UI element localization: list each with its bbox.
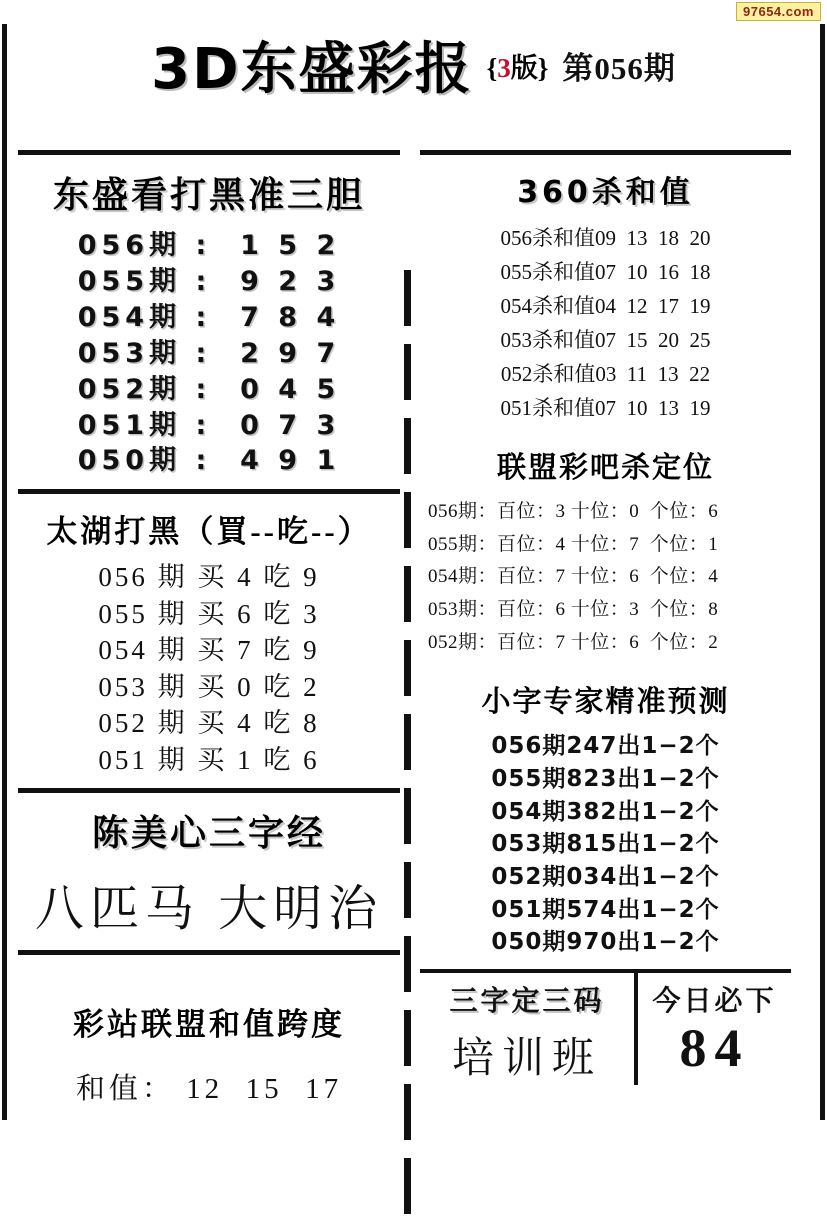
list-item: 051 期 买 1 吃 6 — [98, 744, 320, 775]
list-item: 053杀和值07 15 20 25 — [500, 328, 711, 353]
list-item: 053期815出1−2个 — [491, 831, 720, 858]
sheet — [0, 120, 827, 1107]
edition-badge — [487, 46, 549, 85]
bottom-boxes — [420, 969, 791, 1085]
list-item: 052 期 买 4 吃 8 — [98, 708, 320, 739]
edition-close-brace: 版} — [510, 52, 549, 83]
list-item: 050期 : 4 9 1 — [77, 445, 341, 477]
section-xiaozi-yuce — [420, 679, 791, 959]
list-item: 056期 : 1 5 2 — [77, 230, 341, 261]
list-item: 055期 : 9 2 3 — [77, 265, 341, 297]
edition-open-brace: { — [486, 52, 498, 83]
section-taihu — [18, 506, 400, 778]
left-rule-3 — [18, 950, 400, 955]
list-item: 053期 : 2 9 7 — [77, 337, 341, 369]
sanzijing-text: 八匹马 大明治 — [34, 880, 384, 936]
bottom-box-left — [420, 973, 638, 1085]
bottom-left-heading: 三字定三码 — [449, 984, 605, 1018]
watermark: 97654.com — [736, 2, 821, 21]
list-item: 055期823出1−2个 — [491, 766, 720, 793]
bottom-right-number: 84 — [679, 1018, 750, 1079]
left-rule-top — [18, 150, 400, 155]
right-spacer-2 — [420, 659, 791, 673]
list-item: 051期 : 0 7 3 — [77, 409, 341, 441]
list-item: 054杀和值04 12 17 19 — [500, 294, 711, 319]
list-item: 051杀和值07 10 13 19 — [500, 396, 711, 421]
list-item: 056杀和值09 13 18 20 — [500, 226, 711, 250]
column-divider — [404, 270, 411, 1230]
section-hezhi-title: 彩站联盟和值跨度 — [73, 1006, 345, 1042]
list-item: 052期 : 0 4 5 — [77, 373, 341, 405]
section-360-shahezhi — [420, 167, 791, 425]
list-item: 056期247出1−2个 — [491, 733, 720, 760]
bottom-left-body: 培训班 — [451, 1036, 602, 1083]
section-lianmeng-shadingwei — [420, 445, 791, 659]
right-rule-top — [420, 150, 791, 155]
left-rule-1 — [18, 489, 400, 494]
list-item: 055杀和值07 10 16 18 — [500, 260, 711, 285]
list-item: 054 期 买 7 吃 9 — [98, 635, 320, 666]
list-item: 055 期 买 6 吃 3 — [98, 598, 320, 629]
list-item: 051期574出1−2个 — [491, 896, 720, 923]
list-item: 053期：百位：6 十位：3 个位：8 — [428, 599, 719, 621]
edition-number: 3 — [497, 52, 511, 83]
bottom-right-heading: 今日必下 — [652, 986, 777, 1018]
list-item: 053 期 买 0 吃 2 — [98, 671, 320, 702]
section-360-title: 360杀和值 — [517, 175, 694, 210]
section-hezhi-kuadu — [18, 999, 400, 1107]
issue-label: 第056期 — [562, 50, 676, 86]
section-lianmeng-title: 联盟彩吧杀定位 — [496, 452, 714, 485]
list-item: 055期：百位：4 十位：7 个位：1 — [428, 533, 719, 555]
section-sanzijing — [18, 805, 400, 940]
section-sanzijing-title: 陈美心三字经 — [91, 812, 326, 854]
left-column — [18, 140, 400, 1107]
hezhi-values: 和值： 12 15 17 — [75, 1072, 343, 1105]
list-item: 052期034出1−2个 — [491, 864, 720, 891]
section-dansan-title: 东盛看打黑准三胆 — [52, 175, 365, 216]
list-item: 050期970出1−2个 — [491, 929, 720, 956]
list-item: 054期 : 7 8 4 — [77, 301, 341, 333]
list-item: 052杀和值03 11 13 22 — [500, 362, 711, 387]
right-column — [400, 140, 791, 1107]
section-xiaozi-title: 小字专家精准预测 — [481, 686, 730, 719]
right-spacer-1 — [420, 425, 791, 439]
list-item: 056 期 买 4 吃 9 — [98, 562, 320, 593]
section-dansan — [18, 167, 400, 479]
list-item: 054期：百位：7 十位：6 个位：4 — [428, 566, 719, 588]
list-item: 052期：百位：7 十位：6 个位：2 — [428, 631, 719, 653]
section-taihu-title: 太湖打黑（買--吃--） — [46, 514, 372, 550]
list-item: 056期：百位：3 十位：0 个位：6 — [428, 501, 719, 523]
bottom-box-right — [638, 973, 791, 1085]
list-item: 054期382出1−2个 — [491, 798, 720, 825]
left-rule-2 — [18, 788, 400, 793]
left-spacer — [18, 967, 400, 993]
page-title: 3D东盛彩报 — [151, 37, 473, 102]
page-header — [0, 0, 827, 120]
